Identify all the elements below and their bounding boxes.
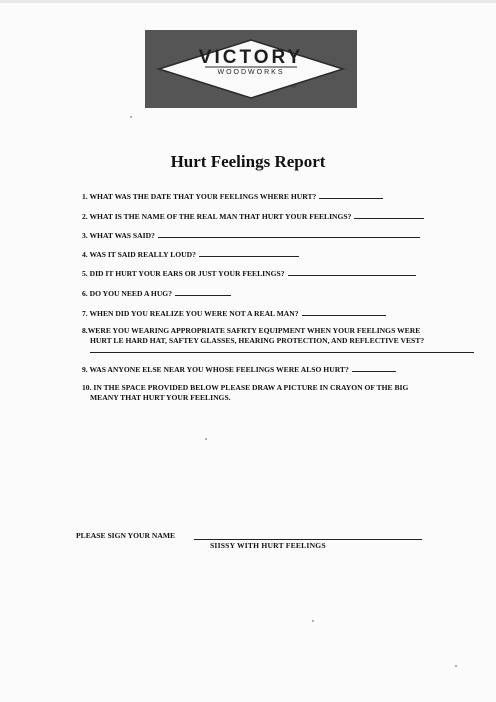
question-5-text: 5. DID IT HURT YOUR EARS OR JUST YOUR FEELINGS? (82, 269, 285, 278)
question-4-text: 4. WAS IT SAID REALLY LOUD? (82, 250, 196, 259)
question-6-text: 6. DO YOU NEED A HUG? (82, 289, 173, 298)
answer-2-field[interactable] (354, 211, 424, 219)
question-8 (82, 326, 476, 346)
answer-8-field[interactable] (90, 352, 474, 353)
question-2 (82, 211, 424, 221)
question-10-line2: MEANY THAT HURT YOUR FEELINGS. (90, 393, 231, 402)
scan-speck (455, 665, 457, 667)
question-7-text: 7. WHEN DID YOU REALIZE YOU WERE NOT A REAL MAN? (82, 309, 299, 318)
question-9 (82, 364, 396, 374)
answer-7-field[interactable] (302, 308, 386, 316)
question-10-line1: 10. IN THE SPACE PROVIDED BELOW PLEASE DRAW A PICTURE IN CRAYON OF THE BIG (82, 383, 409, 392)
question-3 (82, 230, 420, 240)
answer-4-field[interactable] (199, 249, 299, 257)
signature-field[interactable] (194, 539, 422, 540)
logo-name: VICTORY (198, 47, 304, 68)
logo-subname: WOODWORKS (217, 69, 285, 76)
question-4 (82, 249, 299, 259)
answer-5-field[interactable] (288, 268, 416, 276)
question-9-text: 9. WAS ANYONE ELSE NEAR YOU WHOSE FEELINGS WERE ALSO HURT? (82, 365, 349, 374)
answer-6-field[interactable] (175, 288, 231, 296)
scan-edge (0, 0, 496, 3)
scan-speck (130, 116, 132, 118)
question-10 (82, 383, 476, 403)
scan-speck (312, 620, 314, 622)
scan-speck (205, 438, 207, 440)
signature-caption: SIISSY WITH HURT FEELINGS (210, 541, 326, 550)
page-title: Hurt Feelings Report (170, 152, 326, 171)
question-5 (82, 268, 416, 278)
question-2-text: 2. WHAT IS THE NAME OF THE REAL MAN THAT HURT YOUR FEELINGS? (82, 212, 352, 221)
question-7 (82, 308, 386, 318)
question-6 (82, 288, 231, 298)
answer-3-field[interactable] (158, 230, 420, 238)
answer-9-field[interactable] (352, 364, 396, 372)
answer-1-field[interactable] (319, 191, 383, 199)
question-8-line1: 8.WERE YOU WEARING APPROPRIATE SAFRTY EQUIPMENT WHEN YOUR FEELINGS WERE (82, 326, 421, 335)
question-3-text: 3. WHAT WAS SAID? (82, 231, 155, 240)
signature-label: PLEASE SIGN YOUR NAME (76, 531, 176, 540)
question-1 (82, 191, 383, 201)
company-logo (145, 30, 357, 108)
question-8-line2: HURT LE HARD HAT, SAFTEY GLASSES, HEARING PROTECTION, AND REFLECTIVE VEST? (90, 336, 425, 345)
question-1-text: 1. WHAT WAS THE DATE THAT YOUR FEELINGS WHERE HURT? (82, 192, 317, 201)
